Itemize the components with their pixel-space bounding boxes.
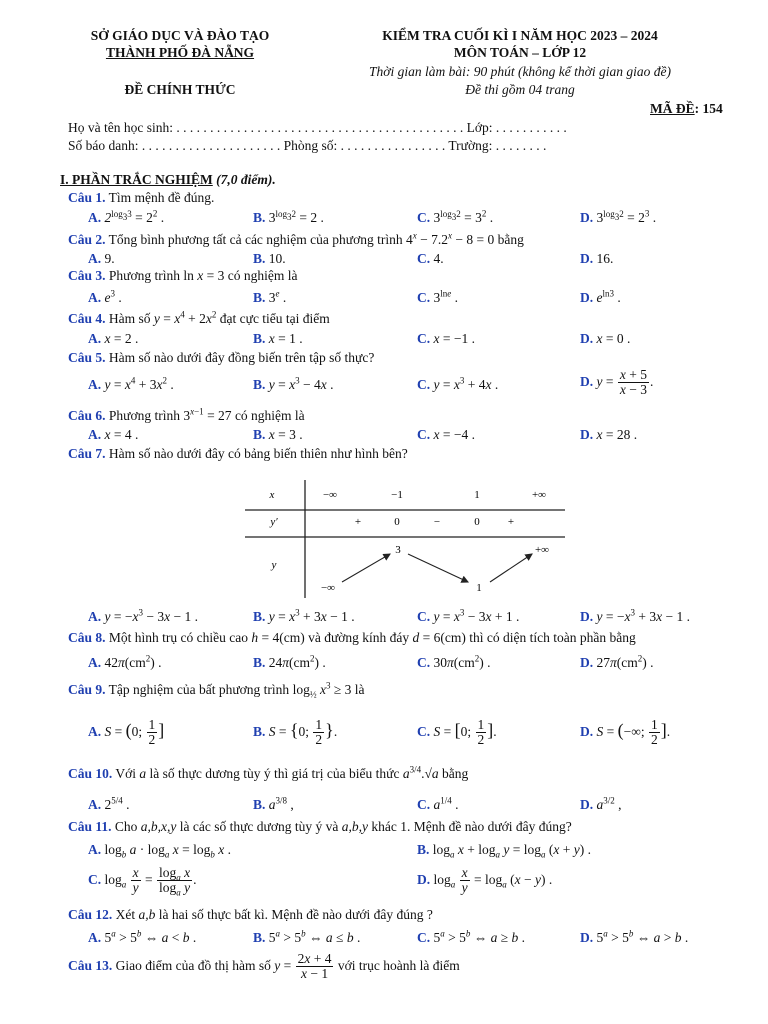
question-10: Câu 10. Với a là số thực dương tùy ý thì giá trị của biểu thức $a^{3/4}.√a$ bằng — [68, 764, 469, 781]
variation-table — [240, 478, 570, 600]
q4-option-d: D. x = 0 . — [580, 331, 631, 346]
vt-y-3: +∞ — [534, 544, 550, 556]
subject-title: MÔN TOÁN – LỚP 12 — [453, 45, 587, 60]
vt-x-1: −1 — [391, 489, 403, 501]
vt-y-0: −∞ — [320, 582, 336, 594]
q1-option-a: A. $2^{log_33} = 2^2$ . — [88, 208, 165, 225]
question-4: Câu 4. Hàm số $y = x^4 + 2x^2$ đạt cực tiểu tại điểm — [68, 309, 330, 326]
pages-note: Đề thi gồm 04 trang — [465, 82, 575, 97]
question-13: Câu 13. Giao điểm của đồ thị hàm số y = $\frac{2x + 4}{x - 1}$ với trục hoành là điểm — [68, 951, 460, 982]
q2-option-c: C. 4. — [417, 251, 444, 266]
q6-option-a: A. x = 4 . — [88, 427, 139, 442]
q4-option-b: B. x = 1 . — [253, 331, 303, 346]
q9-option-d: D. S = (−∞; $\frac{1}{2}$ ]. — [580, 717, 671, 748]
vt-sign-4: + — [507, 516, 515, 528]
question-9: Câu 9. Tập nghiệm của bất phương trình $\log_{\frac{1}{2}} x^3 \ge 3$ là — [68, 680, 365, 700]
vt-label-y: y — [271, 559, 277, 571]
q4-option-c: C. x = −1 . — [417, 331, 475, 346]
q10-option-d: D. $a^{3/2}$ , — [580, 795, 622, 812]
question-8: Câu 8. Một hình trụ có chiều cao h = 4(cm) và đường kính đáy d = 6(cm) thì có diện tích toàn phần bằng — [68, 630, 636, 645]
q5-option-c: C. $y = x^3 + 4x$ . — [417, 375, 499, 392]
q12-option-d: D. $5^a > 5^b$ ⇔ a > b . — [580, 928, 689, 945]
vt-sign-3: 0 — [474, 516, 480, 528]
q10-option-b: B. $a^{3/8}$ , — [253, 795, 294, 812]
q5-option-d: D. y = $\frac{x + 5}{x - 3}$ . — [580, 367, 654, 398]
vt-x-0: −∞ — [322, 489, 338, 501]
exam-title: KIỂM TRA CUỐI KÌ I NĂM HỌC 2023 – 2024 — [382, 28, 658, 43]
q1-option-b: B. $3^{log_32} = 2$ . — [253, 208, 324, 225]
q11-option-b: B. $\log_a x + \log_a y = \log_a (x + y)$ . — [417, 842, 592, 860]
question-3: Câu 3. Phương trình ln x = 3 có nghiệm là — [68, 268, 298, 283]
vt-x-2: 1 — [474, 489, 480, 501]
q6-option-b: B. x = 3 . — [253, 427, 303, 442]
q12-option-b: B. $5^a > 5^b$ ⇔ a ≤ b . — [253, 928, 361, 945]
q8-option-a: A. $42\pi(cm^2)$ . — [88, 653, 162, 670]
vt-x-3: +∞ — [531, 489, 547, 501]
q11-option-d: D. $\log_a$ $\frac{x}{y}$ = $\log_a (x - y)$ . — [417, 865, 553, 896]
q5-option-b: B. $y = x^3 - 4x$ . — [253, 375, 334, 392]
vt-sign-0: + — [354, 516, 362, 528]
vt-y-1: 3 — [395, 544, 401, 556]
q3-option-d: D. $e^{ln3}$ . — [580, 288, 621, 305]
q1-option-c: C. $3^{log_32} = 3^2$ . — [417, 208, 494, 225]
q3-option-b: B. 3e . — [253, 288, 287, 305]
question-11: Câu 11. Cho a,b,x,y là các số thực dương tùy ý và a,b,y khác 1. Mệnh đề nào dưới đây đúng? — [68, 819, 572, 834]
section-heading: I. PHẦN TRẮC NGHIỆM (7,0 điểm). — [60, 172, 276, 187]
q12-option-c: C. $5^a > 5^b$ ⇔ a ≥ b . — [417, 928, 526, 945]
q9-option-b: B. S = {0; $\frac{1}{2}$ }. — [253, 717, 338, 748]
question-6: Câu 6. Phương trình $3^{x-1} = 27$ có nghiệm là — [68, 406, 305, 423]
q8-option-c: C. $30\pi(cm^2)$ . — [417, 653, 491, 670]
question-12: Câu 12. Xét a,b là hai số thực bất kì. Mệnh đề nào dưới đây đúng ? — [68, 907, 433, 922]
q8-option-d: D. $27\pi(cm^2)$ . — [580, 653, 654, 670]
question-1: Câu 1. Tìm mệnh đề đúng. — [68, 190, 215, 205]
city-name: THÀNH PHỐ ĐÀ NẴNG — [105, 45, 255, 60]
q10-option-c: C. $a^{1/4}$ . — [417, 795, 459, 812]
q6-option-c: C. x = −4 . — [417, 427, 475, 442]
q11-option-c: C. $\log_a$ $\frac{x}{y}$ = $\frac{\log_a x}{\log_a y}$ . — [88, 865, 197, 898]
q3-option-c: C. $3^{lne}$ . — [417, 288, 459, 305]
q7-option-d: D. $y = -x^3 + 3x - 1$ . — [580, 607, 690, 624]
q7-option-a: A. $y = -x^3 - 3x - 1$ . — [88, 607, 198, 624]
vt-y-2: 1 — [476, 582, 482, 594]
vt-arrow-down — [408, 554, 468, 582]
q3-option-a: A. $e^3$ . — [88, 288, 122, 305]
department-name: SỞ GIÁO DỤC VÀ ĐÀO TẠO — [90, 28, 270, 43]
vt-label-x: x — [269, 489, 275, 501]
q8-option-b: B. $24\pi(cm^2)$ . — [253, 653, 326, 670]
official-label: ĐỀ CHÍNH THỨC — [124, 82, 236, 97]
q9-option-a: A. S = (0; $\frac{1}{2}$ ] — [88, 717, 165, 748]
student-id-line: Số báo danh: . . . . . . . . . . . . . . . . . . . . . Phòng số: . . . . . . . . . . . . . . . . Trường: . . . . . . . . — [68, 138, 547, 153]
q7-option-b: B. $y = x^3 + 3x - 1$ . — [253, 607, 355, 624]
q9-option-c: C. S = [0; $\frac{1}{2}$ ]. — [417, 717, 497, 748]
q2-option-b: B. 10. — [253, 251, 286, 266]
q2-option-a: A. 9. — [88, 251, 115, 266]
q6-option-d: D. x = 28 . — [580, 427, 638, 442]
question-2: Câu 2. Tổng bình phương tất cả các nghiệm của phương trình $4^x - 7.2^x - 8 = 0$ bằng — [68, 230, 524, 247]
q12-option-a: A. $5^a > 5^b$ ⇔ a < b . — [88, 928, 197, 945]
q10-option-a: A. $2^{5/4}$ . — [88, 795, 130, 812]
vt-arrow-up-2 — [490, 554, 532, 582]
q1-option-d: D. $3^{log_32} = 2^3$ . — [580, 208, 657, 225]
question-7: Câu 7. Hàm số nào dưới đây có bảng biến thiên như hình bên? — [68, 446, 408, 461]
vt-sign-1: 0 — [394, 516, 400, 528]
q11-option-a: A. $\log_b a \cdot \log_a x = \log_b x$ . — [88, 842, 232, 860]
time-note: Thời gian làm bài: 90 phút (không kể thời gian giao đề) — [368, 64, 671, 79]
q4-option-a: A. x = 2 . — [88, 331, 139, 346]
q5-option-a: A. $y = x^4 + 3x^2$ . — [88, 375, 174, 392]
q2-option-d: D. 16. — [580, 251, 614, 266]
exam-code: MÃ ĐỀ: 154 — [650, 101, 723, 116]
student-name-line: Họ và tên học sinh: . . . . . . . . . . . . . . . . . . . . . . . . . . . . . . . . . . . . . . . . . . . Lớp: . . . . . . . . . . . — [68, 120, 567, 135]
vt-arrow-up-1 — [342, 554, 390, 582]
question-5: Câu 5. Hàm số nào dưới đây đồng biến trên tập số thực? — [68, 350, 375, 365]
vt-sign-2: − — [433, 516, 441, 528]
q7-option-c: C. $y = x^3 - 3x + 1$ . — [417, 607, 520, 624]
vt-label-yprime: y′ — [270, 516, 278, 528]
